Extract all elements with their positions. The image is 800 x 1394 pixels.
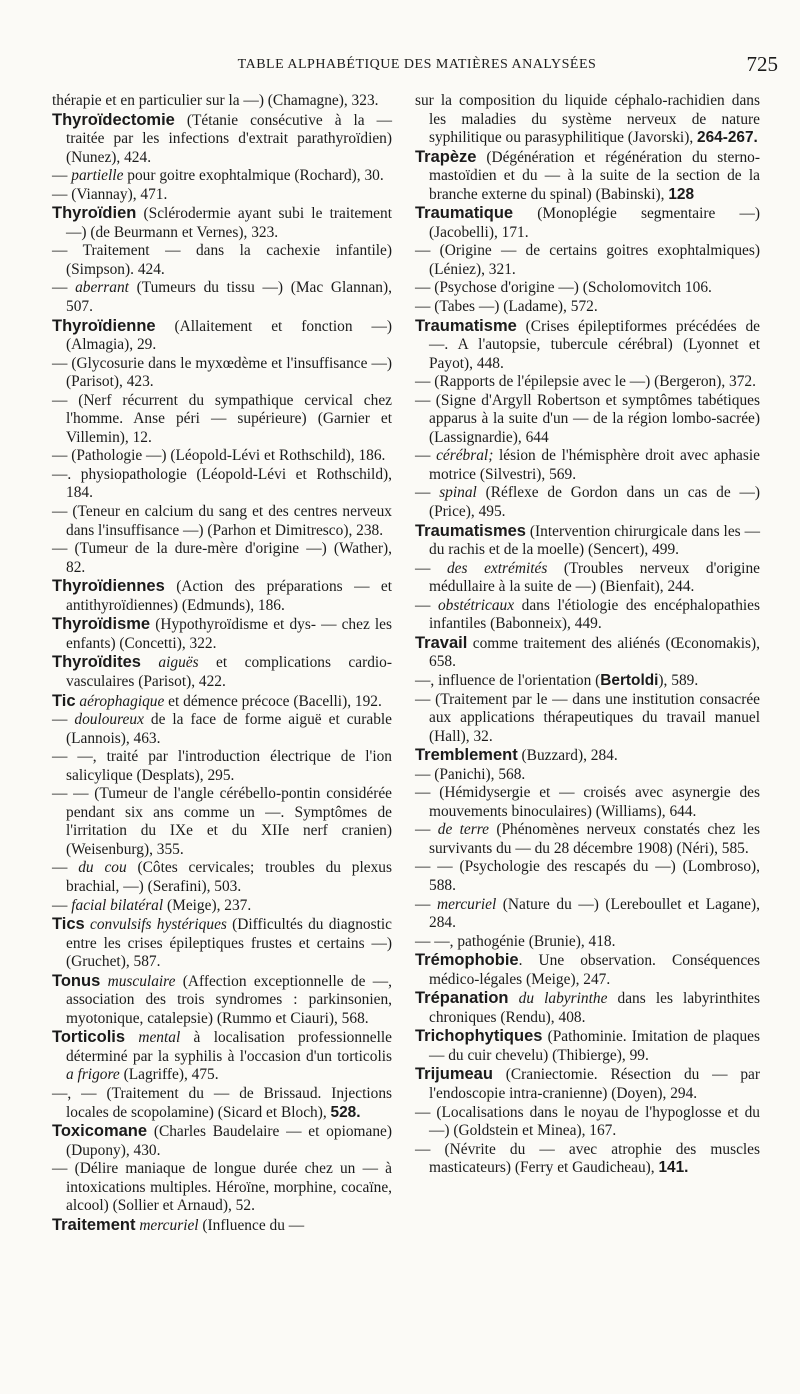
entry-text: lésion de l'hémisphère droit avec aphasie motrice (Silvestri), 569.: [429, 447, 760, 483]
index-entry: [415, 634, 760, 672]
entry-text: — (Traitement par le — dans une institution consacrée aux applications thérapeutiques du travail manuel (Hall), 32.: [415, 690, 760, 745]
index-entry: [52, 167, 392, 186]
entry-term: Trijumeau: [415, 1065, 493, 1084]
entry-text: et démence précoce (Bacelli), 192.: [164, 692, 382, 710]
index-entry: [52, 111, 392, 168]
entry-text: (Tétanie consécutive à la — traitée par les infections d'extrait parathyroïdien) (Nunez), 424.: [66, 111, 392, 166]
index-entry: [415, 951, 760, 989]
index-entry: [415, 597, 760, 634]
entry-text: (Phénomènes nerveux constatés chez les survivants du — du 28 décembre 1908) (Néri), 585.: [429, 821, 760, 857]
entry-text: mercuriel: [139, 1216, 199, 1234]
entry-text: 264-267.: [697, 129, 758, 147]
index-entry: [415, 989, 760, 1027]
entry-text: du labyrinthe: [518, 990, 608, 1008]
entry-text: [125, 1029, 138, 1046]
entry-text: ), 589.: [658, 671, 699, 689]
entry-term: Trépanation: [415, 989, 509, 1008]
entry-term: Thyroïdites: [52, 653, 141, 672]
entry-text: — (Hémidysergie et — croisés avec asynergie des mouvements binoculaires) (Williams), 644.: [415, 784, 760, 820]
entry-text: Bertoldi: [600, 671, 659, 689]
entry-text: —: [415, 559, 447, 577]
entry-term: Traitement: [52, 1215, 136, 1234]
index-entry: [52, 503, 392, 540]
entry-text: — (Glycosurie dans le myxœdème et l'insuffisance —) (Parisot), 423.: [52, 354, 392, 391]
index-entry: [415, 784, 760, 821]
entry-text: pour goitre exophtalmique (Rochard), 30.: [123, 167, 384, 185]
entry-text: à localisation professionnelle déterminé par la syphilis à l'occasion d'un torticolis: [66, 1029, 392, 1065]
index-entry: [52, 915, 392, 972]
entry-text: — (Rapports de l'épilepsie avec le —) (Bergeron), 372.: [415, 373, 756, 391]
index-column-right: [415, 92, 760, 1178]
index-entry: [415, 279, 760, 298]
index-entry: [52, 897, 392, 916]
index-entry: [415, 560, 760, 597]
entry-text: —: [52, 167, 72, 185]
index-entry: [52, 242, 392, 279]
index-entry: [415, 858, 760, 895]
entry-term: Tremblement: [415, 746, 518, 765]
entry-text: —: [415, 596, 438, 614]
index-entry: [52, 317, 392, 355]
index-entry: [52, 1028, 392, 1085]
entry-text: — (Délire maniaque de longue durée chez un — à intoxications multiples. Héroïne, morphine, cocaïne, alcool) (Sollier et Arnaud), 52.: [52, 1160, 392, 1215]
entry-text: spinal: [439, 484, 477, 502]
entry-text: — (Origine — de certains goitres exophtalmiques) (Léniez), 321.: [415, 242, 760, 278]
index-entry: [415, 1141, 760, 1178]
entry-text: obstétricaux: [437, 596, 515, 614]
entry-text: — (Tumeur de la dure-mère d'origine —) (Wather), 82.: [52, 540, 392, 576]
entry-text: —: [52, 279, 76, 297]
index-entry: [52, 279, 392, 316]
entry-text: — (Psychose d'origine —) (Scholomovitch 106.: [415, 279, 712, 297]
entry-text: (Buzzard), 284.: [517, 747, 618, 765]
index-column-left: [52, 92, 392, 1235]
entry-text: (Sclérodermie ayant subi le traitement —) (de Beurmann et Vernes), 323.: [66, 205, 392, 241]
entry-text: facial bilatéral: [71, 896, 164, 914]
index-entry: [415, 484, 760, 521]
entry-text: a frigore: [66, 1066, 120, 1084]
entry-text: —: [52, 859, 79, 877]
entry-text: (Nature du —) (Lereboullet et Lagane), 284.: [429, 895, 760, 932]
index-entry: [52, 447, 392, 466]
entry-text: (Troubles nerveux d'origine médullaire à la suite de —) (Bienfait), 244.: [429, 559, 760, 596]
entry-text: —. physiopathologie (Léopold-Lévi et Rothschild), 184.: [52, 465, 392, 502]
index-entry: [415, 1104, 760, 1141]
index-entry: [52, 748, 392, 785]
entry-term: Trapèze: [415, 147, 477, 166]
entry-term: Thyroïdienne: [52, 316, 156, 335]
index-entry: [415, 242, 760, 279]
entry-term: Tonus: [52, 971, 101, 990]
index-entry: [415, 317, 760, 374]
entry-text: dans les labyrinthites chroniques (Rendu), 408.: [429, 990, 760, 1026]
entry-text: — (Localisations dans le noyau de l'hypoglosse et du —) (Goldstein et Minea), 167.: [415, 1103, 760, 1140]
index-entry: [415, 691, 760, 747]
index-entry: [415, 1065, 760, 1103]
entry-text: (Dégénération et régénération du sterno-mastoïdien et du — à la suite de la section de la branche externe du spinal) (Babinski),: [429, 148, 760, 203]
entry-text: (Affection exceptionnelle de —, association des trois syndromes : parkinsonien, myotonique, catalepsie) (Rummo et Ciauri), 568.: [66, 972, 392, 1027]
entry-text: — — (Tumeur de l'angle cérébello-pontin considérée pendant six ans comme un —. Symptômes de l'irritation du IXe et du XIIe nerf cranien) (Weisenburg), 355.: [52, 785, 392, 858]
entry-text: —: [415, 895, 437, 913]
entry-text: —, — (Traitement du — de Brissaud. Injections locales de scopolamine) (Sicard et Bloch),: [52, 1084, 392, 1121]
entry-text: et complications cardio-vasculaires (Parisot), 422.: [66, 654, 392, 690]
index-entry: [415, 204, 760, 242]
entry-text: — (Tabes —) (Ladame), 572.: [415, 298, 598, 316]
index-entry: [52, 785, 392, 859]
index-entry: [415, 522, 760, 560]
index-entry: [415, 821, 760, 858]
index-entry: [415, 92, 760, 148]
entry-text: (Pathominie. Imitation de plaques — du cuir chevelu) (Thibierge), 99.: [429, 1028, 760, 1064]
index-entry: [52, 653, 392, 691]
entry-term: Traumatique: [415, 204, 514, 223]
entry-text: —: [415, 447, 437, 465]
index-entry: [52, 540, 392, 577]
entry-text: — —, traité par l'introduction électrique de l'ion salicylique (Desplats), 295.: [52, 748, 392, 784]
index-entry: [415, 392, 760, 448]
entry-text: [141, 654, 158, 671]
entry-text: (Hypothyroïdisme et dys- — chez les enfants) (Concetti), 322.: [66, 616, 392, 652]
entry-term: Thyroïdien: [52, 204, 137, 223]
index-entry: [415, 672, 760, 691]
entry-text: —, influence de l'orientation (: [415, 671, 601, 689]
entry-text: — — (Psychologie des rescapés du —) (Lombroso), 588.: [415, 858, 760, 894]
entry-term: Traumatisme: [415, 316, 517, 335]
entry-text: convulsifs hystériques: [89, 916, 227, 934]
index-entry: [52, 972, 392, 1029]
entry-text: du cou: [78, 859, 127, 877]
index-entry: [415, 1027, 760, 1065]
entry-term: Trichophytiques: [415, 1027, 543, 1046]
entry-text: —: [52, 711, 75, 729]
entry-text: partielle: [71, 167, 124, 185]
entry-text: (Tumeurs du tissu —) (Mac Glannan), 507.: [66, 279, 392, 316]
entry-text: des extrémités: [446, 559, 548, 577]
entry-term: Travail: [415, 633, 468, 652]
running-head: TABLE ALPHABÉTIQUE DES MATIÈRES ANALYSÉES: [237, 57, 597, 72]
entry-term: Thyroïdisme: [52, 615, 151, 634]
page-number: 725: [746, 52, 778, 76]
entry-term: Toxicomane: [52, 1122, 148, 1141]
entry-text: — (Pathologie —) (Léopold-Lévi et Rothschild), 186.: [52, 447, 386, 465]
entry-text: (Action des préparations — et antithyroïdiennes) (Edmunds), 186.: [66, 578, 392, 614]
entry-text: —: [52, 896, 72, 914]
entry-text: (Craniectomie. Résection du — par l'endoscopie intra-cranienne) (Doyen), 294.: [429, 1066, 760, 1102]
index-entry: [415, 373, 760, 392]
index-entry: [415, 746, 760, 766]
entry-text: —: [415, 821, 438, 839]
entry-text: — —, pathogénie (Brunie), 418.: [415, 932, 616, 950]
entry-text: thérapie et en particulier sur la —) (Chamagne), 323.: [52, 92, 379, 109]
index-entry: [52, 859, 392, 896]
entry-text: de terre: [437, 821, 489, 839]
entry-text: dans l'étiologie des encéphalopathies infantiles (Babonneix), 449.: [429, 596, 760, 633]
entry-text: aiguës: [158, 654, 199, 672]
entry-text: aberrant: [75, 279, 129, 297]
index-entry: [52, 577, 392, 615]
entry-text: sur la composition du liquide céphalo-rachidien dans les maladies du système nerveux de nature syphilitique ou parasyphilitique (Javorski),: [415, 92, 760, 147]
entry-text: de la face de forme aiguë et curable (Lannois), 463.: [66, 711, 392, 747]
entry-text: mental: [138, 1029, 181, 1047]
entry-text: (Côtes cervicales; troubles du plexus brachial, —) (Serafini), 503.: [66, 859, 392, 895]
entry-term: Torticolis: [52, 1028, 126, 1047]
entry-text: 128: [668, 185, 695, 203]
entry-text: (Influence du —: [198, 1216, 305, 1234]
index-entry: [52, 615, 392, 653]
page-header: [56, 52, 778, 82]
entry-text: — Traitement — dans la cachexie infantile) (Simpson). 424.: [52, 242, 392, 278]
index-entry: [52, 1216, 392, 1236]
entry-text: comme traitement des aliénés (Œconomakis), 658.: [429, 634, 760, 671]
index-entry: [52, 1160, 392, 1216]
index-entry: [415, 447, 760, 484]
index-entry: [52, 355, 392, 392]
index-entry: [415, 896, 760, 933]
entry-text: [509, 990, 519, 1007]
entry-text: — (Viannay), 471.: [52, 185, 168, 203]
index-entry: [52, 711, 392, 748]
entry-text: — (Panichi), 568.: [415, 765, 526, 783]
entry-text: (Charles Baudelaire — et opiomane) (Dupony), 430.: [66, 1123, 392, 1159]
entry-text: (Lagriffe), 475.: [119, 1066, 219, 1084]
entry-text: (Meige), 237.: [163, 896, 252, 914]
index-entry: [52, 692, 392, 712]
entry-term: Traumatismes: [415, 521, 526, 540]
entry-text: (Difficultés du diagnostic entre les crises épileptiques frustes et certains —) (Gruchet), 587.: [66, 916, 392, 971]
entry-text: aérophagique: [79, 692, 165, 710]
entry-text: — (Teneur en calcium du sang et des centres nerveux dans l'insuffisance —) (Parhon et Dimitresco), 238.: [52, 503, 392, 539]
entry-term: Thyroïdectomie: [52, 110, 175, 129]
entry-text: 141.: [658, 1159, 689, 1177]
entry-text: (Allaitement et fonction —) (Almagia), 29.: [66, 317, 392, 354]
index-entry: [415, 933, 760, 952]
index-entry: [52, 204, 392, 242]
entry-text: (Monoplégie segmentaire —) (Jacobelli), 171.: [429, 205, 760, 241]
index-entry: [52, 466, 392, 503]
entry-text: cérébral;: [436, 447, 494, 465]
entry-text: . Une observation. Conséquences médico-légales (Meige), 247.: [429, 952, 760, 988]
entry-text: —: [415, 484, 440, 502]
index-entry: [415, 766, 760, 785]
entry-text: (Réflexe de Gordon dans un cas de —) (Price), 495.: [429, 484, 760, 521]
entry-text: — (Névrite du — avec atrophie des muscles masticateurs) (Ferry et Gaudicheau),: [415, 1140, 760, 1177]
index-entry: [415, 298, 760, 317]
entry-text: [100, 973, 107, 990]
entry-text: (Crises épileptiformes précédées de —. A l'autopsie, tubercule cérébral) (Lyonnet et Payot), 448.: [429, 317, 760, 372]
index-entry: [52, 92, 392, 111]
entry-term: Thyroïdiennes: [52, 577, 165, 596]
entry-text: musculaire: [107, 972, 176, 990]
entry-text: mercuriel: [436, 895, 497, 913]
entry-term: Tics: [52, 915, 85, 934]
index-entry: [52, 1085, 392, 1122]
entry-text: 528.: [330, 1103, 361, 1121]
entry-text: — (Signe d'Argyll Robertson et symptômes tabétiques apparus à la suite d'un — de la région lombo-sacrée) (Lassignardie), 644: [415, 391, 760, 446]
entry-term: Tic: [52, 691, 76, 710]
index-entry: [52, 186, 392, 205]
entry-text: — (Nerf récurrent du sympathique cervical chez l'homme. Anse péri — supérieure) (Garnier et Villemin), 12.: [52, 391, 392, 446]
index-entry: [415, 148, 760, 205]
index-entry: [52, 1122, 392, 1160]
index-entry: [52, 392, 392, 448]
entry-text: (Intervention chirurgicale dans les — du rachis et de la moelle) (Sencert), 499.: [429, 522, 760, 559]
entry-term: Trémophobie: [415, 951, 519, 970]
entry-text: douloureux: [74, 711, 144, 729]
